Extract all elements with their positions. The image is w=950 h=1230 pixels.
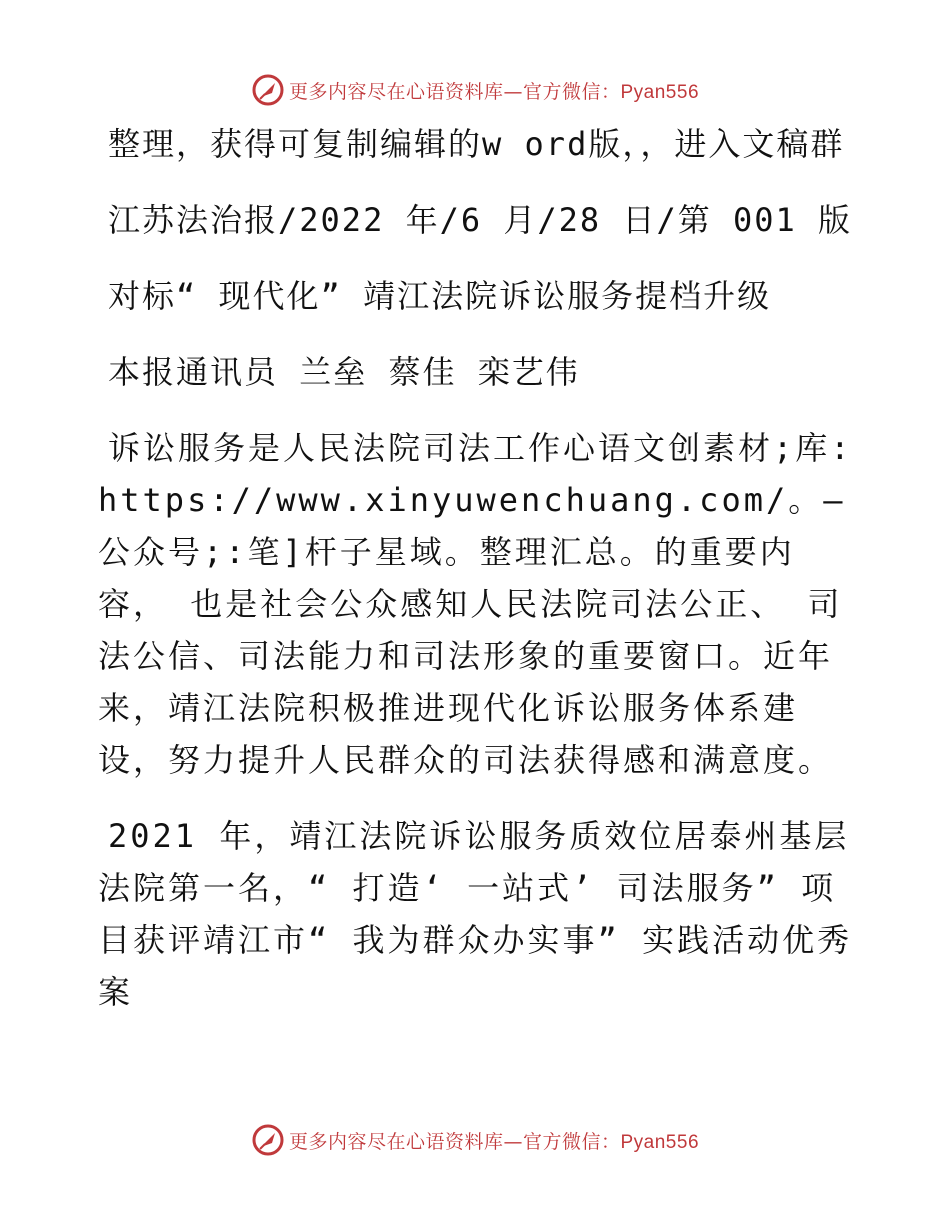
intro-line: 整理，获得可复制编辑的w ord版，，进入文稿群	[108, 125, 845, 163]
article-title: 对标“ 现代化” 靖江法院诉讼服务提档升级	[108, 277, 772, 315]
quill-logo-icon	[251, 73, 285, 107]
footer-watermark	[0, 1120, 950, 1160]
byline: 本报通讯员 兰垒 蔡佳 栾艺伟	[108, 353, 580, 391]
watermark-wechat-id: Pyan556	[620, 81, 700, 103]
watermark-wechat-id: Pyan556	[620, 1131, 700, 1153]
body-paragraph: 2021 年，靖江法院诉讼服务质效位居泰州基层法院第一名，“ 打造‘ 一站式’ 司法服务” 项目获评靖江市“ 我为群众办实事” 实践活动优秀案	[98, 817, 853, 1011]
watermark-text: 更多内容尽在心语资料库—官方微信：Pyan556	[288, 1130, 700, 1153]
source-line: 江苏法治报/2022 年/6 月/28 日/第 001 版	[108, 201, 853, 239]
body-paragraph: 诉讼服务是人民法院司法工作心语文创素材;库:https://www.xinyuwenchuang.com/。—公众号;:笔]杆子星域。整理汇总。的重要内容， 也是社会公众感知人民法院司法公正、 司法公信、司法能力和司法形象的重要窗口。近年来，靖江法院积极推进现代化诉讼服务体系建设，努力提升人民群众的司法获得感和满意度。	[98, 429, 853, 779]
document-body	[98, 118, 858, 1042]
quill-logo-icon	[251, 1123, 285, 1157]
header-watermark	[0, 70, 950, 110]
watermark-text: 更多内容尽在心语资料库—官方微信：Pyan556	[288, 80, 700, 103]
